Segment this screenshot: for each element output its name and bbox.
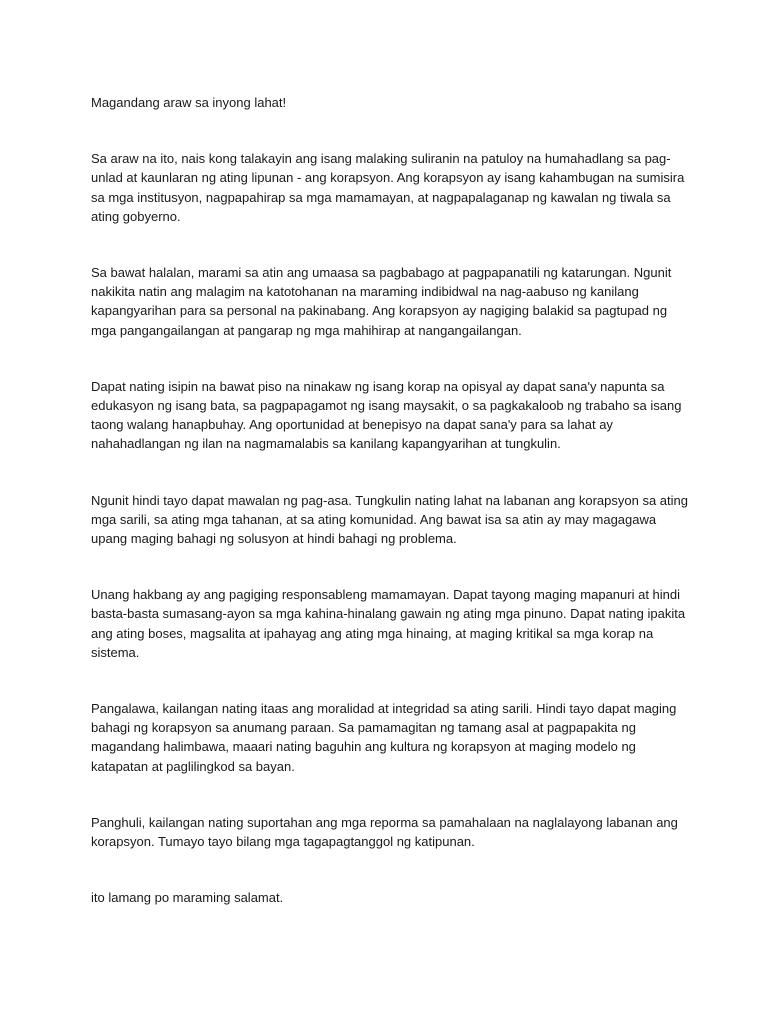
document-body — [91, 93, 691, 907]
paragraph-gap — [91, 776, 691, 813]
paragraph-7: Panghuli, kailangan nating suportahan ang mga reporma sa pamahalaan na naglalayong labanan ang korapsyon. Tumayo tayo bilang mga tagapagtanggol ng katipunan. — [91, 814, 678, 850]
paragraph-gap — [91, 548, 691, 585]
greeting-text: Magandang araw sa inyong lahat! — [91, 95, 287, 110]
paragraph-1: Sa araw na ito, nais kong talakayin ang isang malaking suliranin na patuloy na humahadlang sa pag-unlad at kaunlaran ng ating lipunan - ang korapsyon. Ang korapsyon ay isang kahambugan na sumisira sa mga institusyon, nagpapahirap sa mga mamamayan, at nagpapalaganap ng kawalan ng tiwala sa ating gobyerno. — [91, 151, 685, 224]
paragraph-6: Pangalawa, kailangan nating itaas ang moralidad at integridad sa ating sarili. Hindi tayo dapat maging bahagi ng korapsyon sa anumang paraan. Sa pamamagitan ng tamang asal at pagpapakita ng magandang halimbawa, maaari nating baguhin ang kultura ng korapsyon at maging modelo ng katapatan at paglilingkod sa bayan. — [91, 701, 677, 774]
paragraph-3: Dapat nating isipin na bawat piso na ninakaw ng isang korap na opisyal ay dapat sana'y napunta sa edukasyon ng isang bata, sa pagpapagamot ng isang maysakit, o sa pagkakaloob ng trabaho sa isang taong walang hanapbuhay. Ang oportunidad at benepisyo na dapat sana'y para sa lahat ay nahahadlangan ng ilan na nagmamalabis sa kanilang kapangyarihan at tungkulin. — [91, 378, 682, 452]
paragraph-gap — [91, 226, 691, 263]
closing-text: ito lamang po maraming salamat. — [91, 890, 284, 906]
paragraph-gap — [91, 662, 691, 699]
paragraph-5: Unang hakbang ay ang pagiging responsableng mamamayan. Dapat tayong maging mapanuri at hindi basta-basta sumasang-ayon sa mga kahina-hinalang gawain ng ating mga pinuno. Dapat nating ipakita ang ating boses, magsalita at ipahayag ang ating mga hinaing, at maging kritikal sa mga korap na sistema. — [91, 587, 686, 660]
paragraph-gap — [91, 112, 691, 149]
paragraph-2: Sa bawat halalan, marami sa atin ang umaasa sa pagbabago at pagpapanatili ng katarungan. Ngunit nakikita natin ang malagim na katotohanan na maraming indibidwal na nag-aabuso ng kanilang kapangyarihan para sa personal na pakinabang. Ang korapsyon ay nagiging balakid sa pagtupad ng mga pangangailangan at pangarap ng mga mahihirap at nangangailangan. — [91, 265, 672, 338]
paragraph-gap — [91, 340, 691, 377]
paragraph-4: Ngunit hindi tayo dapat mawalan ng pag-asa. Tungkulin nating lahat na labanan ang korapsyon sa ating mga sarili, sa ating mga tahanan, at sa ating komunidad. Ang bawat isa sa atin ay may magagawa upang maging bahagi ng solusyon at hindi bahagi ng problema. — [91, 492, 688, 547]
paragraph-gap — [91, 851, 691, 888]
paragraph-gap — [91, 454, 691, 491]
